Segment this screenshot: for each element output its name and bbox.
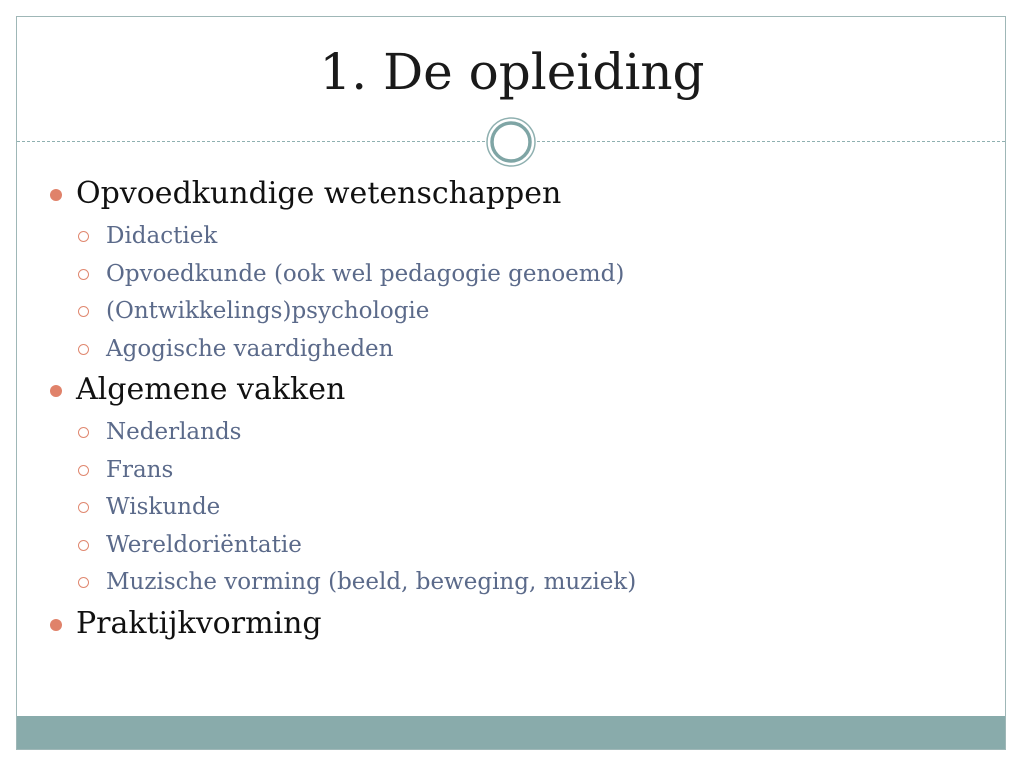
list-item (48, 452, 988, 490)
hollow-bullet-icon (78, 269, 89, 280)
list-item (48, 489, 988, 527)
section-label: Opvoedkundige wetenschappen (76, 176, 562, 211)
list-item-label: Opvoedkunde (ook wel pedagogie genoemd) (106, 260, 625, 287)
list-item-label: Wereldoriëntatie (106, 531, 302, 558)
list-item-label: Wiskunde (106, 494, 221, 520)
ring-ornament-icon (485, 116, 537, 168)
list-item (48, 218, 988, 256)
list-item (48, 527, 988, 565)
hollow-bullet-icon (78, 502, 89, 513)
list-item-label: Didactiek (106, 223, 218, 249)
hollow-bullet-icon (78, 577, 89, 588)
list-item-label: Agogische vaardigheden (106, 335, 394, 362)
list-item-label: (Ontwikkelings)psychologie (106, 298, 430, 324)
section-bullet-1 (48, 174, 988, 214)
bullet-content (48, 174, 988, 648)
hollow-bullet-icon (78, 427, 89, 438)
section-1-sublist (48, 218, 988, 368)
hollow-bullet-icon (78, 344, 89, 355)
section-label: Praktijkvorming (76, 605, 322, 641)
list-item-label: Muzische vorming (beeld, beweging, muziek) (106, 569, 637, 595)
list-item (48, 414, 988, 452)
list-item (48, 293, 988, 331)
section-bullet-3 (48, 604, 988, 644)
list-item (48, 256, 988, 294)
list-item (48, 564, 988, 602)
hollow-bullet-icon (78, 540, 89, 551)
section-2-sublist (48, 414, 988, 602)
list-item (48, 331, 988, 369)
hollow-bullet-icon (78, 465, 89, 476)
hollow-bullet-icon (78, 306, 89, 317)
footer-band (17, 716, 1005, 749)
list-item-label: Nederlands (106, 419, 242, 445)
filled-bullet-icon (50, 189, 62, 201)
slide-title: 1. De opleiding (319, 43, 705, 101)
section-bullet-2 (48, 370, 988, 410)
filled-bullet-icon (50, 385, 62, 397)
list-item-label: Frans (106, 456, 174, 483)
section-label: Algemene vakken (76, 372, 346, 407)
hollow-bullet-icon (78, 231, 89, 242)
filled-bullet-icon (50, 619, 62, 631)
